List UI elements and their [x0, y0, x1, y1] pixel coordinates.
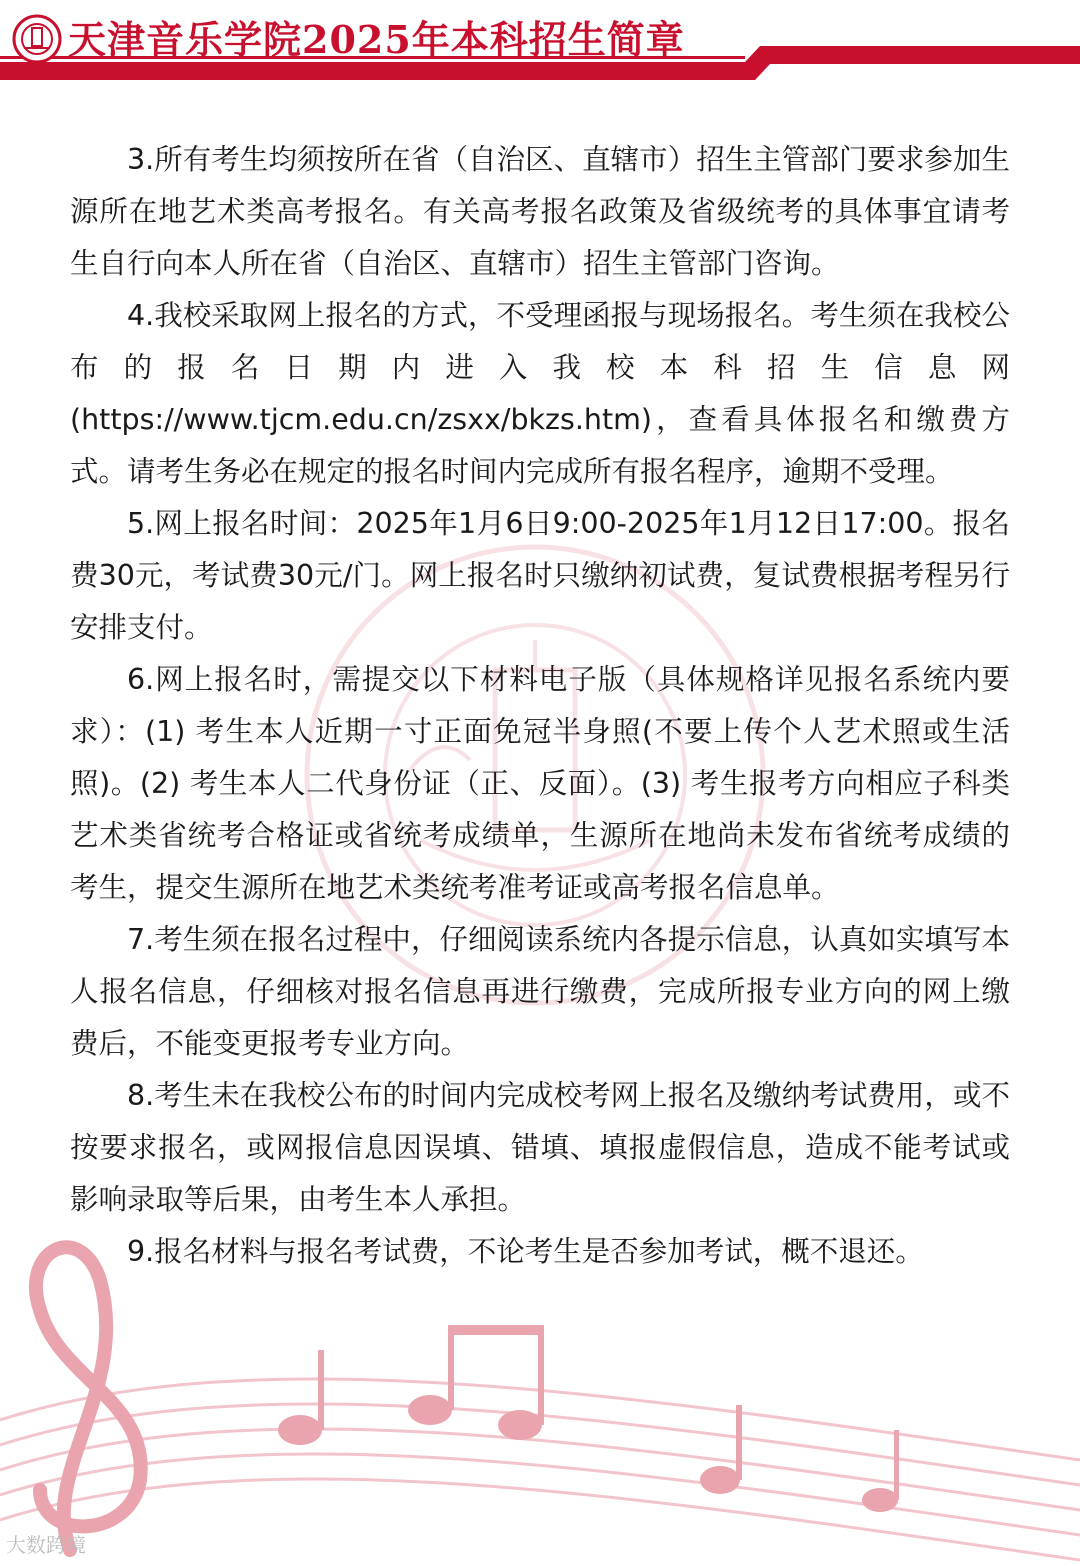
paragraph-item-8: 8.考生未在我校公布的时间内完成校考网上报名及缴纳考试费用，或不按要求报名，或网报信息因误填、错填、填报虚假信息，造成不能考试或影响录取等后果，由考生本人承担。 — [70, 1079, 1010, 1216]
paragraph-item-5: 5.网上报名时间：2025年1月6日9:00-2025年1月12日17:00。报名费30元，考试费30元/门。网上报名时只缴纳初试费，复试费根据考程另行安排支付。 — [70, 507, 1010, 644]
paragraph-item-4: 4.我校采取网上报名的方式，不受理函报与现场报名。考生须在我校公布的报名日期内进入我校本科招生信息网 — [70, 299, 1010, 384]
school-seal-icon — [12, 14, 62, 64]
paragraph-item-4-url: (https://www.tjcm.edu.cn/zsxx/bkzs.htm)，查看具体报名和缴费方式。请考生务必在规定的报名时间内完成所有报名程序，逾期不受理。 — [70, 403, 1010, 488]
page-header — [0, 0, 1080, 80]
page-title: 天津音乐学院2025年本科招生简章 — [68, 17, 685, 62]
paragraph-item-3: 3.所有考生均须按所在省（自治区、直辖市）招生主管部门要求参加生源所在地艺术类高考报名。有关高考报名政策及省级统考的具体事宜请考生自行向本人所在省（自治区、直辖市）招生主管部门咨询。 — [70, 143, 1010, 280]
paragraph-item-6: 6.网上报名时，需提交以下材料电子版（具体规格详见报名系统内要求）：(1) 考生本人近期一寸正面免冠半身照(不要上传个人艺术照或生活照)。(2) 考生本人二代身份证（正、反面）。(3) 考生报考方向相应子科类艺术类省统考合格证或省统考成绩单，生源所在地尚未发布省统考成绩的考生，提交生源所在地艺术类统考准考证或高考报名信息单。 — [70, 663, 1010, 904]
paragraph-item-9: 9.报名材料与报名考试费，不论考生是否参加考试，概不退还。 — [127, 1235, 924, 1268]
paragraph-item-7: 7.考生须在报名过程中，仔细阅读系统内各提示信息，认真如实填写本人报名信息，仔细核对报名信息再进行缴费，完成所报专业方向的网上缴费后，不能变更报考专业方向。 — [70, 923, 1010, 1060]
document-body — [70, 134, 1010, 1278]
source-watermark: 大数跨境 — [6, 1533, 86, 1557]
